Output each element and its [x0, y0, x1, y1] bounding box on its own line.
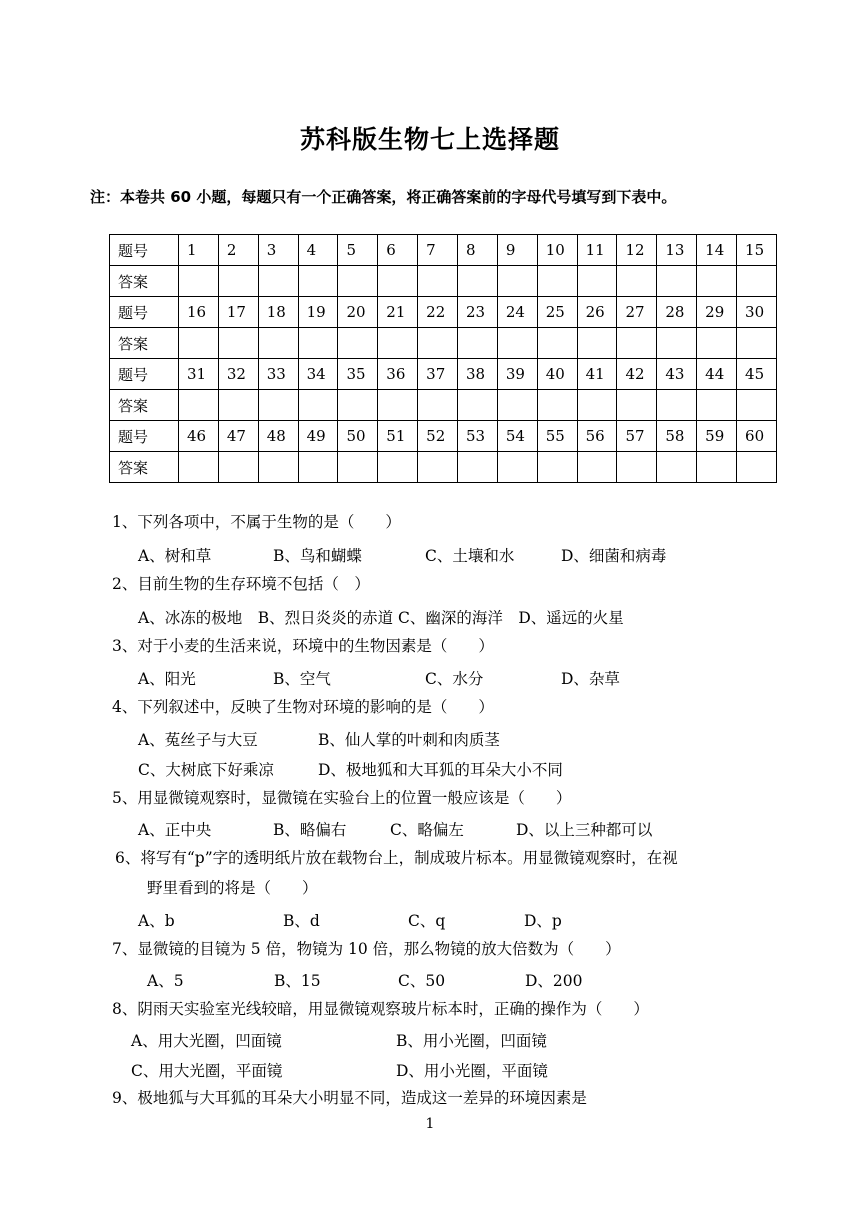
question-5-option-c: C、略偏左 [390, 821, 464, 839]
question-number-cell: 35 [338, 359, 378, 390]
answer-cell[interactable] [737, 328, 777, 359]
answer-cell[interactable] [298, 266, 338, 297]
question-number-cell: 48 [258, 421, 298, 452]
question-number-cell: 34 [298, 359, 338, 390]
question-4-option-a: A、菟丝子与大豆 [138, 731, 258, 749]
answer-cell[interactable] [338, 328, 378, 359]
question-number-cell: 13 [657, 235, 697, 266]
question-number-cell: 21 [378, 297, 418, 328]
question-number-row [110, 421, 777, 452]
answer-cell[interactable] [179, 328, 219, 359]
question-number-cell: 25 [537, 297, 577, 328]
answer-cell[interactable] [458, 328, 498, 359]
question-number-cell: 43 [657, 359, 697, 390]
question-label-cell: 题号 [110, 359, 179, 390]
question-7-option-b: B、15 [274, 972, 321, 990]
question-4-option-c: C、大树底下好乘凉 [138, 761, 274, 779]
answer-cell[interactable] [577, 452, 617, 483]
answer-cell[interactable] [497, 266, 537, 297]
question-6-option-a: A、b [138, 912, 175, 930]
question-number-cell: 26 [577, 297, 617, 328]
question-3-option-a: A、阳光 [138, 670, 196, 688]
question-1-option-c: C、土壤和水 [425, 547, 515, 565]
question-number-cell: 45 [737, 359, 777, 390]
question-number-cell: 16 [179, 297, 219, 328]
question-3-option-d: D、杂草 [561, 670, 620, 688]
question-1-option-d: D、细菌和病毒 [561, 547, 667, 565]
answer-cell[interactable] [378, 390, 418, 421]
answer-label-cell: 答案 [110, 328, 179, 359]
question-number-cell: 24 [497, 297, 537, 328]
question-number-cell: 23 [458, 297, 498, 328]
question-number-cell: 19 [298, 297, 338, 328]
answer-row [110, 266, 777, 297]
question-number-cell: 53 [458, 421, 498, 452]
question-8-option-a: A、用大光圈，凹面镜 [131, 1032, 282, 1050]
answer-cell[interactable] [298, 328, 338, 359]
question-number-cell: 3 [258, 235, 298, 266]
question-number-cell: 11 [577, 235, 617, 266]
question-number-row [110, 297, 777, 328]
question-2-options: A、冰冻的极地 B、烈日炎炎的赤道 C、幽深的海洋 D、遥远的火星 [138, 609, 624, 627]
question-number-cell: 44 [697, 359, 737, 390]
answer-cell[interactable] [497, 390, 537, 421]
question-9-stem: 9、极地狐与大耳狐的耳朵大小明显不同，造成这一差异的环境因素是 [112, 1089, 587, 1107]
question-number-cell: 38 [458, 359, 498, 390]
question-number-cell: 49 [298, 421, 338, 452]
question-1-stem: 1、下列各项中，不属于生物的是（ ） [112, 513, 401, 531]
answer-cell[interactable] [378, 266, 418, 297]
answer-cell[interactable] [577, 266, 617, 297]
answer-cell[interactable] [657, 328, 697, 359]
answer-cell[interactable] [258, 390, 298, 421]
answer-cell[interactable] [657, 390, 697, 421]
question-6-option-c: C、q [408, 912, 446, 930]
question-number-row [110, 235, 777, 266]
answer-row [110, 452, 777, 483]
answer-cell[interactable] [737, 452, 777, 483]
question-number-cell: 50 [338, 421, 378, 452]
question-number-cell: 9 [497, 235, 537, 266]
question-number-cell: 10 [537, 235, 577, 266]
answer-cell[interactable] [258, 266, 298, 297]
answer-cell[interactable] [537, 452, 577, 483]
answer-cell[interactable] [298, 452, 338, 483]
question-5-option-d: D、以上三种都可以 [516, 821, 653, 839]
question-number-cell: 30 [737, 297, 777, 328]
question-number-cell: 12 [617, 235, 657, 266]
question-number-cell: 28 [657, 297, 697, 328]
answer-cell[interactable] [458, 266, 498, 297]
answer-cell[interactable] [298, 390, 338, 421]
question-label-cell: 题号 [110, 421, 179, 452]
question-number-cell: 40 [537, 359, 577, 390]
question-number-cell: 22 [418, 297, 458, 328]
question-number-cell: 8 [458, 235, 498, 266]
answer-table [109, 234, 777, 483]
answer-cell[interactable] [577, 390, 617, 421]
answer-cell[interactable] [497, 328, 537, 359]
question-3-option-c: C、水分 [425, 670, 484, 688]
answer-label-cell: 答案 [110, 266, 179, 297]
question-7-option-c: C、50 [398, 972, 446, 990]
question-number-cell: 32 [218, 359, 258, 390]
answer-cell[interactable] [258, 328, 298, 359]
question-number-cell: 36 [378, 359, 418, 390]
question-4-option-d: D、极地狐和大耳狐的耳朵大小不同 [318, 761, 563, 779]
question-number-cell: 6 [378, 235, 418, 266]
answer-label-cell: 答案 [110, 390, 179, 421]
answer-cell[interactable] [537, 266, 577, 297]
question-number-cell: 41 [577, 359, 617, 390]
question-number-cell: 2 [218, 235, 258, 266]
answer-cell[interactable] [258, 452, 298, 483]
question-number-cell: 55 [537, 421, 577, 452]
question-7-stem: 7、显微镜的目镜为 5 倍，物镜为 10 倍，那么物镜的放大倍数为（ ） [112, 940, 621, 958]
answer-cell[interactable] [418, 328, 458, 359]
answer-cell[interactable] [737, 266, 777, 297]
question-number-cell: 17 [218, 297, 258, 328]
question-number-cell: 33 [258, 359, 298, 390]
page-number: 1 [425, 1116, 435, 1132]
question-6-option-d: D、p [524, 912, 562, 930]
question-number-cell: 56 [577, 421, 617, 452]
answer-cell[interactable] [697, 328, 737, 359]
answer-cell[interactable] [697, 266, 737, 297]
question-number-cell: 5 [338, 235, 378, 266]
answer-row [110, 328, 777, 359]
instructions-note: 注：本卷共 60 小题，每题只有一个正确答案，将正确答案前的字母代号填写到下表中。 [90, 188, 677, 206]
answer-cell[interactable] [617, 452, 657, 483]
answer-cell[interactable] [617, 266, 657, 297]
question-number-cell: 58 [657, 421, 697, 452]
answer-cell[interactable] [179, 452, 219, 483]
answer-cell[interactable] [218, 266, 258, 297]
question-label-cell: 题号 [110, 297, 179, 328]
question-1-option-b: B、鸟和蝴蝶 [273, 547, 362, 565]
answer-cell[interactable] [418, 390, 458, 421]
answer-cell[interactable] [617, 328, 657, 359]
answer-cell[interactable] [338, 390, 378, 421]
question-5-option-b: B、略偏右 [273, 821, 347, 839]
question-3-stem: 3、对于小麦的生活来说，环境中的生物因素是（ ） [112, 637, 494, 655]
question-number-cell: 59 [697, 421, 737, 452]
answer-cell[interactable] [218, 390, 258, 421]
question-6-option-b: B、d [283, 912, 320, 930]
question-number-cell: 14 [697, 235, 737, 266]
question-number-cell: 15 [737, 235, 777, 266]
answer-cell[interactable] [537, 390, 577, 421]
answer-cell[interactable] [218, 452, 258, 483]
question-number-cell: 31 [179, 359, 219, 390]
question-number-cell: 54 [497, 421, 537, 452]
question-4-option-b: B、仙人掌的叶刺和肉质茎 [318, 731, 500, 749]
question-number-cell: 42 [617, 359, 657, 390]
answer-cell[interactable] [657, 452, 697, 483]
answer-cell[interactable] [617, 390, 657, 421]
answer-cell[interactable] [418, 452, 458, 483]
question-number-cell: 51 [378, 421, 418, 452]
answer-cell[interactable] [577, 328, 617, 359]
question-number-cell: 7 [418, 235, 458, 266]
answer-row [110, 390, 777, 421]
question-2-stem: 2、目前生物的生存环境不包括（ ） [112, 575, 370, 593]
question-number-cell: 27 [617, 297, 657, 328]
answer-cell[interactable] [179, 390, 219, 421]
question-5-option-a: A、正中央 [138, 821, 212, 839]
answer-cell[interactable] [179, 266, 219, 297]
answer-cell[interactable] [378, 452, 418, 483]
question-label-cell: 题号 [110, 235, 179, 266]
answer-label-cell: 答案 [110, 452, 179, 483]
answer-cell[interactable] [378, 328, 418, 359]
answer-cell[interactable] [697, 390, 737, 421]
question-number-cell: 52 [418, 421, 458, 452]
answer-cell[interactable] [537, 328, 577, 359]
question-number-cell: 57 [617, 421, 657, 452]
answer-cell[interactable] [458, 452, 498, 483]
answer-cell[interactable] [737, 390, 777, 421]
answer-cell[interactable] [497, 452, 537, 483]
answer-cell[interactable] [657, 266, 697, 297]
question-3-option-b: B、空气 [273, 670, 331, 688]
question-number-cell: 37 [418, 359, 458, 390]
question-8-option-b: B、用小光圈，凹面镜 [396, 1032, 547, 1050]
page-title: 苏科版生物七上选择题 [299, 125, 560, 154]
question-number-cell: 18 [258, 297, 298, 328]
answer-cell[interactable] [338, 266, 378, 297]
answer-cell[interactable] [697, 452, 737, 483]
question-number-cell: 29 [697, 297, 737, 328]
question-4-stem: 4、下列叙述中，反映了生物对环境的影响的是（ ） [112, 698, 494, 716]
question-1-option-a: A、树和草 [138, 547, 212, 565]
question-6-stem: 6、将写有“p”字的透明纸片放在载物台上，制成玻片标本。用显微镜观察时，在视 [115, 849, 678, 867]
question-number-cell: 20 [338, 297, 378, 328]
question-7-option-a: A、5 [147, 972, 184, 990]
question-number-cell: 4 [298, 235, 338, 266]
question-6-stem-continued: 野里看到的将是（ ） [147, 879, 318, 897]
question-number-cell: 39 [497, 359, 537, 390]
question-number-cell: 1 [179, 235, 219, 266]
question-7-option-d: D、200 [525, 972, 583, 990]
answer-cell[interactable] [418, 266, 458, 297]
question-8-stem: 8、阴雨天实验室光线较暗，用显微镜观察玻片标本时，正确的操作为（ ） [112, 1000, 649, 1018]
question-8-option-d: D、用小光圈，平面镜 [396, 1062, 548, 1080]
question-5-stem: 5、用显微镜观察时，显微镜在实验台上的位置一般应该是（ ） [112, 789, 572, 807]
question-number-row [110, 359, 777, 390]
question-8-option-c: C、用大光圈，平面镜 [131, 1062, 283, 1080]
question-number-cell: 60 [737, 421, 777, 452]
answer-cell[interactable] [458, 390, 498, 421]
answer-cell[interactable] [338, 452, 378, 483]
answer-cell[interactable] [218, 328, 258, 359]
question-number-cell: 46 [179, 421, 219, 452]
question-number-cell: 47 [218, 421, 258, 452]
